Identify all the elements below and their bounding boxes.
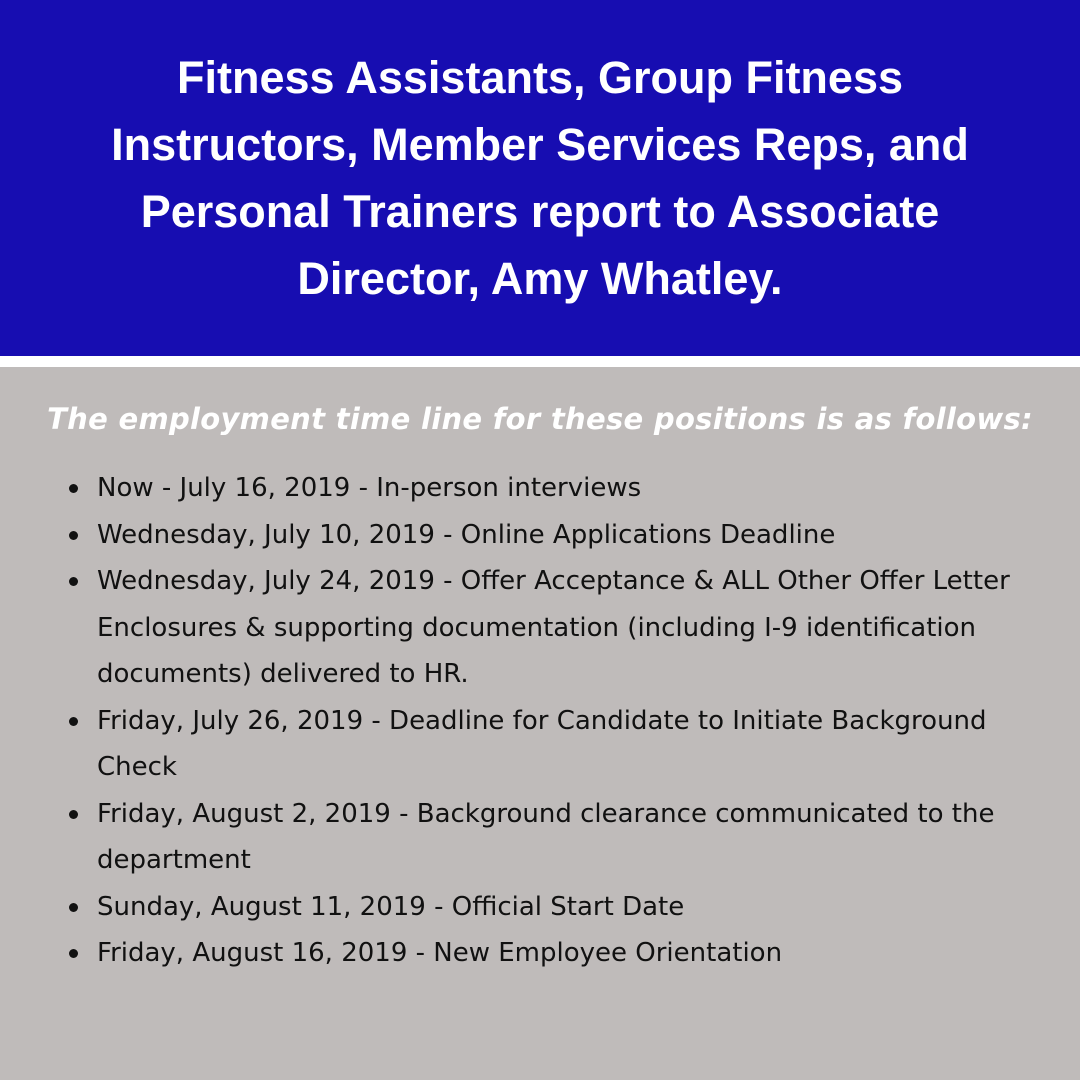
timeline-item: [97, 512, 1037, 559]
timeline-list: [97, 465, 1037, 977]
timeline-item-text: Wednesday, July 10, 2019 - Online Applications Deadline: [97, 519, 836, 550]
bullet-icon: [69, 810, 78, 819]
timeline-item-text: Sunday, August 11, 2019 - Official Start Date: [97, 891, 685, 922]
bullet-icon: [69, 717, 78, 726]
timeline-intro: The employment time line for these positions is as follows:: [47, 402, 1033, 436]
timeline-item-text: Now - July 16, 2019 - In-person interviews: [97, 473, 642, 503]
timeline-item-text: Friday, July 26, 2019 - Deadline for Candidate to Initiate Background Check: [97, 705, 987, 782]
bullet-icon: [69, 903, 78, 912]
timeline-item: [97, 698, 1037, 791]
timeline-section: [0, 367, 1080, 1080]
bullet-icon: [69, 577, 78, 586]
timeline-item: [97, 884, 1037, 931]
bullet-icon: [69, 949, 78, 958]
divider: [0, 356, 1080, 367]
timeline-item-text: Wednesday, July 24, 2019 - Offer Acceptance & ALL Other Offer Letter Enclosures & supporting documentation (including I-9 identification documents) delivered to HR.: [97, 566, 1010, 689]
timeline-item-text: Friday, August 2, 2019 - Background clearance communicated to the department: [97, 798, 995, 875]
timeline-item: [97, 930, 1037, 977]
timeline-item-text: Friday, August 16, 2019 - New Employee Orientation: [97, 938, 783, 968]
bullet-icon: [69, 484, 78, 493]
page-title: Fitness Assistants, Group Fitness Instructors, Member Services Reps, and Personal Trainers report to Associate Director, Amy Whatley.: [111, 52, 969, 304]
bullet-icon: [69, 531, 78, 540]
timeline-item: [97, 465, 1037, 512]
timeline-item: [97, 791, 1037, 884]
header-banner: [0, 0, 1080, 356]
timeline-item: [97, 558, 1037, 698]
